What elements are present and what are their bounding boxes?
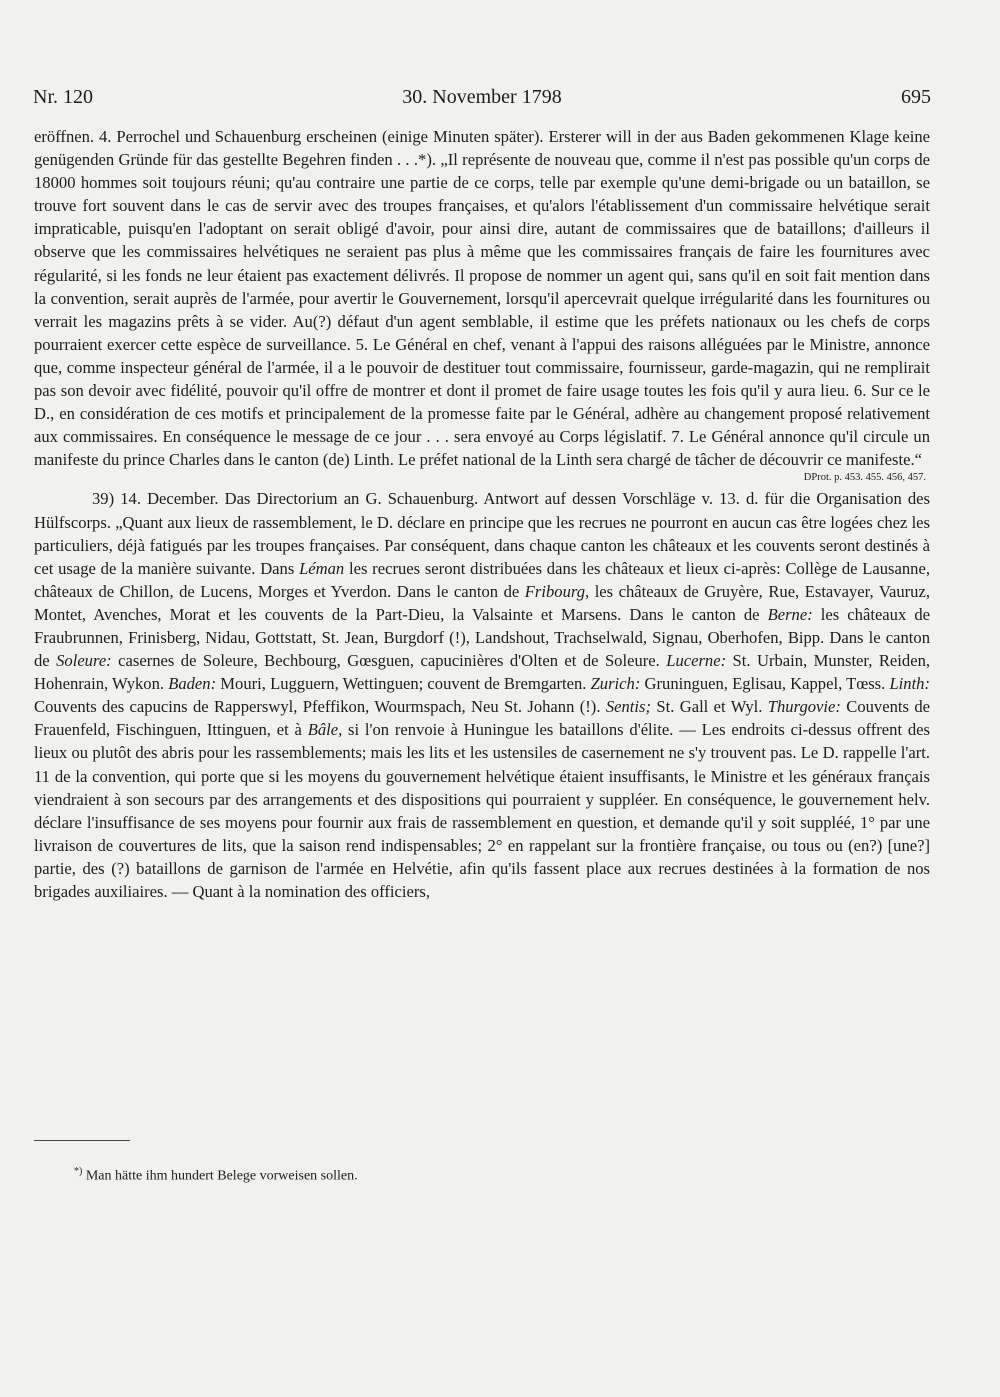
text-span: les châteaux de Fraubrunnen, Frinisberg, Nidau, Gottstatt, St. Jean, Burgdorf (!), Landshout, Trachselwald, Signau, Oberhofen, Bipp. Dans le canton de — [34, 604, 930, 671]
canton-thurgovie: Thurgovie: — [767, 697, 841, 717]
paragraph-entry-39 — [34, 487, 930, 903]
text-span: Couvents de Frauenfeld, Fischinguen, Ittinguen, et à — [34, 697, 930, 740]
canton-baden: Baden: — [168, 674, 217, 694]
text-span: Couvents des capucins de Rapperswyl, Pfeffikon, Wourmspach, Neu St. Johann (!). — [34, 697, 606, 717]
text-span: si l'on renvoie à Huningue les bataillons d'élite. — Les endroits ci-dessus offrent des lieux ou plutôt des abris pour les rassemblements; mais les lits et les ustensiles de casernement ne s'y trouvent pas. Le D. rappelle l'art. 11 de la convention, qui porte que si les moyens du gouvernement helvétique étaient insuffisants, le Ministre et les généraux français viendraient à son secours par des arrangements et des dispositions qui pourraient y suppléer. En conséquence, le gouvernement helv. déclare l'insuffisance de ses moyens pour fournir aux frais de rassemblement en question, et demande qu'il y soit suppléé, 1° par une livraison de couvertures de lits, que la saison rend indispensables; 2° en rappelant sur la frontière française, ou tous ou (en?) [une?] partie, des (?) bataillons de garnison de l'armée en Helvétie, afin qu'ils fassent place aux recrues destinées à la formation de nos brigades auxiliaires. — Quant à la nomination des officiers, — [34, 720, 930, 901]
canton-sentis: Sentis; — [605, 697, 651, 717]
text-span: casernes de Soleure, Bechbourg, Gœsguen, capucinières d'Olten et de Soleure. — [111, 651, 667, 671]
text-span: St. Gall et Wyl. — [651, 697, 768, 717]
document-number: Nr. 120 — [33, 86, 93, 108]
canton-lucerne: Lucerne: — [666, 651, 727, 671]
canton-zurich: Zurich: — [590, 674, 641, 694]
text-span: St. Urbain, Munster, Reiden, Hohenrain, Wykon. — [34, 651, 931, 694]
page-header — [33, 86, 931, 116]
canton-soleure: Soleure: — [56, 651, 112, 671]
footnote-divider — [34, 1140, 130, 1141]
text-span: Gruninguen, Eglisau, Kappel, Tœss. — [640, 674, 890, 694]
canton-leman: Léman — [299, 558, 345, 578]
canton-berne: Berne: — [767, 604, 813, 624]
canton-fribourg: Fribourg, — [524, 581, 590, 601]
canton-linth: Linth: — [889, 674, 931, 694]
paragraph-protocol-continuation — [34, 125, 930, 471]
text-span: eröffnen. 4. Perrochel und Schauenburg erscheinen (einige Minuten später). Ersterer will in der aus Baden gekommenen Klage keine genügenden Gründe für das gestellte Begehren finden . . .*). „Il représente de nouveau que, comme il n'est pas possible qu'un corps de 18000 hommes soit toujours réuni; qu'au contraire une partie de ce corps, telle par exemple qu'une demi-brigade ou un bataillon, se trouve fort souvent dans le cas de servir avec des troupes françaises, et qu'alors l'établissement d'un commissaire helvétique serait impraticable, puisqu'en l'adoptant on serait obligé d'avoir, pour ainsi dire, autant de commissaires que de bataillons; d'ailleurs il observe que les commissaires helvétiques ne seraient pas plus à même que les commissaires français de faire les fournitures avec régularité, si les fonds ne leur étaient pas exactement délivrés. Il propose de nommer un agent qui, sans qu'il en soit fait mention dans la convention, serait auprès de l'armée, pour avertir le Gouvernement, lorsqu'il apercevrait quelque irrégularité dans les fournitures ou verrait les magazins prêts à se vider. Au(?) défaut d'un agent semblable, il estime que les préfets nationaux ou les chefs de corps pourraient exercer cette espèce de surveillance. 5. Le Général en chef, venant à l'appui des raisons alléguées par le Ministre, annonce que, comme inspecteur général de l'armée, il a le pouvoir de destituer tout commissaire, fournisseur, garde-magazin, qui ne remplirait pas son devoir avec fidélité, pouvoir qu'il offre de montrer et dont il promet de faire usage toutes les fois qu'il y aura lieu. 6. Sur ce le D., en considération de ces motifs et principalement de la promesse faite par le Général, adhère au changement proposé relativement aux commissaires. En conséquence le message de ce jour . . . sera envoyé au Corps législatif. 7. Le Général annonce qu'il circule un manifeste du prince Charles dans le canton (de) Linth. Le préfet national de la Linth sera chargé de tâcher de découvrir ce manifeste.“ — [34, 127, 930, 470]
footnote — [74, 1163, 358, 1186]
canton-bale: Bâle, — [307, 720, 343, 740]
text-span: les recrues seront distribuées dans les châteaux et lieux ci-après: Collège de Lausanne, châteaux de Chillon, de Lucens, Morges et Yverdon. Dans le canton de — [34, 558, 930, 601]
text-span: Mouri, Lugguern, Wettinguen; couvent de Bremgarten. — [216, 674, 591, 694]
body-text — [34, 125, 930, 903]
text-span: les châteaux de Gruyère, Rue, Estavayer, Vauruz, Montet, Avenches, Morat et les couvents de la Part-Dieu, la Valsainte et Marsens. Dans le canton de — [34, 581, 930, 624]
header-date: 30. November 1798 — [402, 86, 562, 108]
protocol-reference: DProt. p. 453. 455. 456, 457. — [803, 472, 926, 484]
footnote-marker: *) — [74, 1166, 83, 1177]
text-span: 39) 14. December. Das Directorium an G. Schauenburg. Antwort auf dessen Vorschläge v. 13. d. für die Organisation des Hülfscorps. „Quant aux lieux de rassemblement, le D. déclare en principe que les recrues ne pourront en aucun cas être logées chez les particuliers, déjà fatigués par les troupes françaises. Par conséquent, dans chaque canton les châteaux et les couvents seront destinés à cet usage de la manière suivante. Dans — [34, 489, 930, 578]
page-number: 695 — [901, 86, 931, 108]
footnote-text: Man hätte ihm hundert Belege vorweisen sollen. — [85, 1168, 358, 1184]
